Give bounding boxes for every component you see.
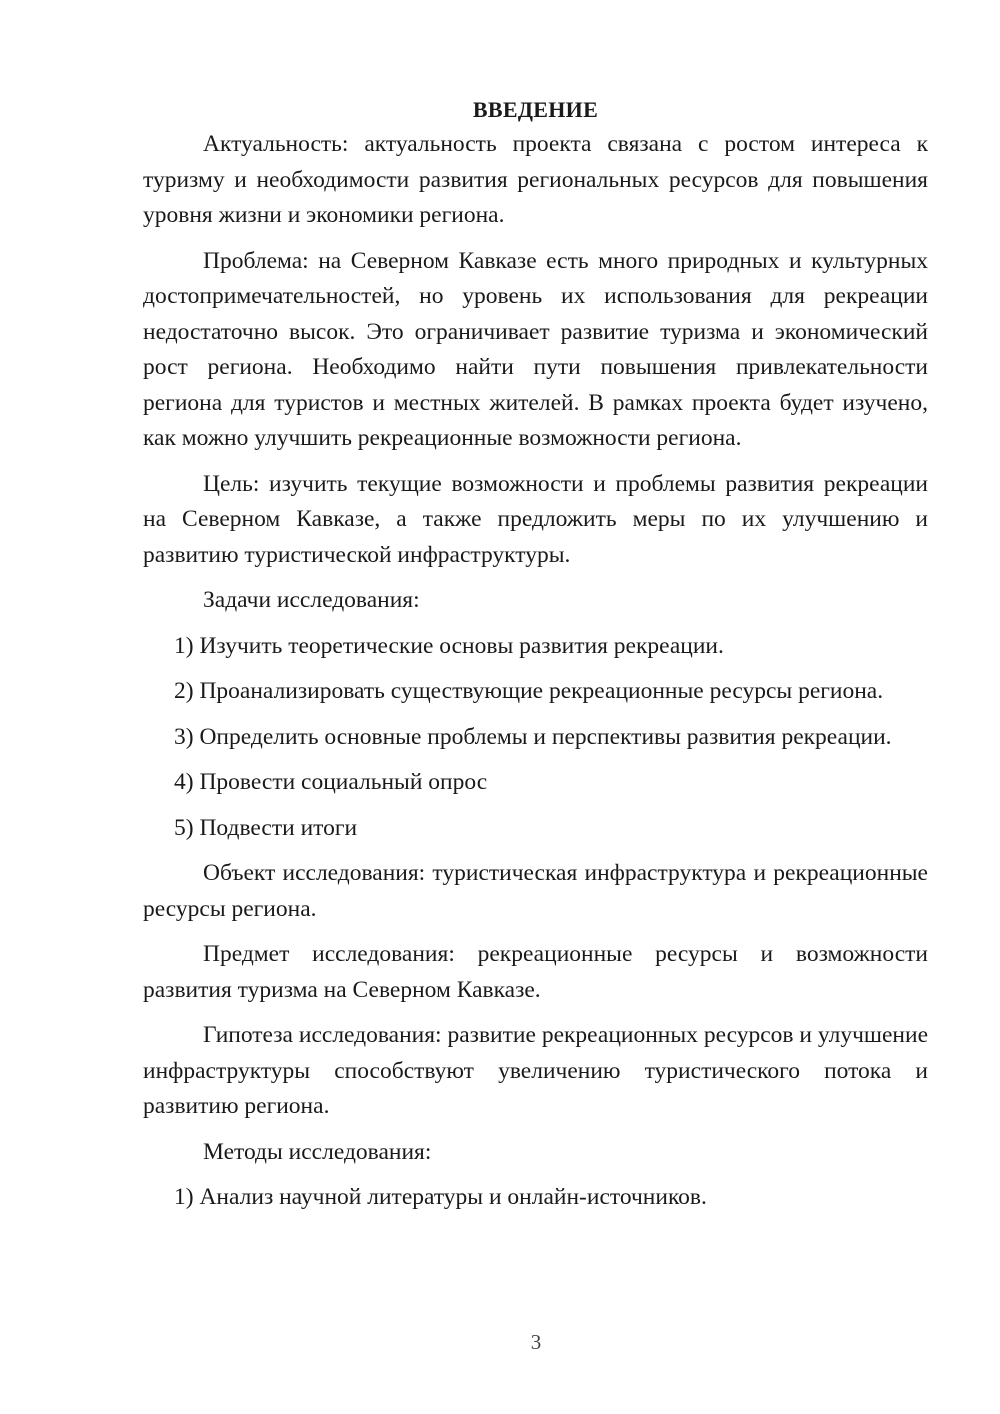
tasks-heading: Задачи исследования: bbox=[203, 587, 420, 613]
hypothesis-paragraph: Гипотеза исследования: развитие рекреационных ресурсов и улучшение инфраструктуры способствуют увеличению туристического потока и развитию региона. bbox=[143, 1022, 928, 1119]
task-item: 1) Изучить теоретические основы развития рекреации. bbox=[174, 632, 724, 659]
method-item: 1) Анализ научной литературы и онлайн-источников. bbox=[174, 1184, 707, 1210]
object-paragraph: Объект исследования: туристическая инфраструктура и рекреационные ресурсы региона. bbox=[143, 860, 928, 922]
section-title: ВВЕДЕНИЕ bbox=[472, 97, 599, 122]
document-page bbox=[143, 92, 928, 1226]
methods-heading: Методы исследования: bbox=[203, 1138, 432, 1165]
task-item: 3) Определить основные проблемы и перспективы развития рекреации. bbox=[174, 723, 892, 750]
task-item: 4) Провести социальный опрос bbox=[174, 769, 488, 795]
subject-paragraph: Предмет исследования: рекреационные ресурсы и возможности развития туризма на Северном Кавказе. bbox=[143, 941, 928, 1003]
relevance-paragraph: Актуальность: актуальность проекта связана с ростом интереса к туризму и необходимости развития региональных ресурсов для повышения уровня жизни и экономики региона. bbox=[143, 131, 928, 228]
problem-paragraph: Проблема: на Северном Кавказе есть много природных и культурных достопримечательностей, но уровень их использования для рекреации недостаточно высок. Это ограничивает развитие туризма и экономический рост региона. Необходимо найти пути повышения привлекательности региона для туристов и местных жителей. В рамках проекта будет изучено, как можно улучшить рекреационные возможности региона. bbox=[143, 247, 928, 451]
task-item: 5) Подвести итоги bbox=[174, 814, 358, 841]
page-number: 3 bbox=[530, 1330, 542, 1354]
task-item: 2) Проанализировать существующие рекреационные ресурсы региона. bbox=[174, 678, 884, 704]
goal-paragraph: Цель: изучить текущие возможности и проблемы развития рекреации на Северном Кавказе, а также предложить меры по их улучшению и развитию туристической инфраструктуры. bbox=[143, 470, 928, 568]
